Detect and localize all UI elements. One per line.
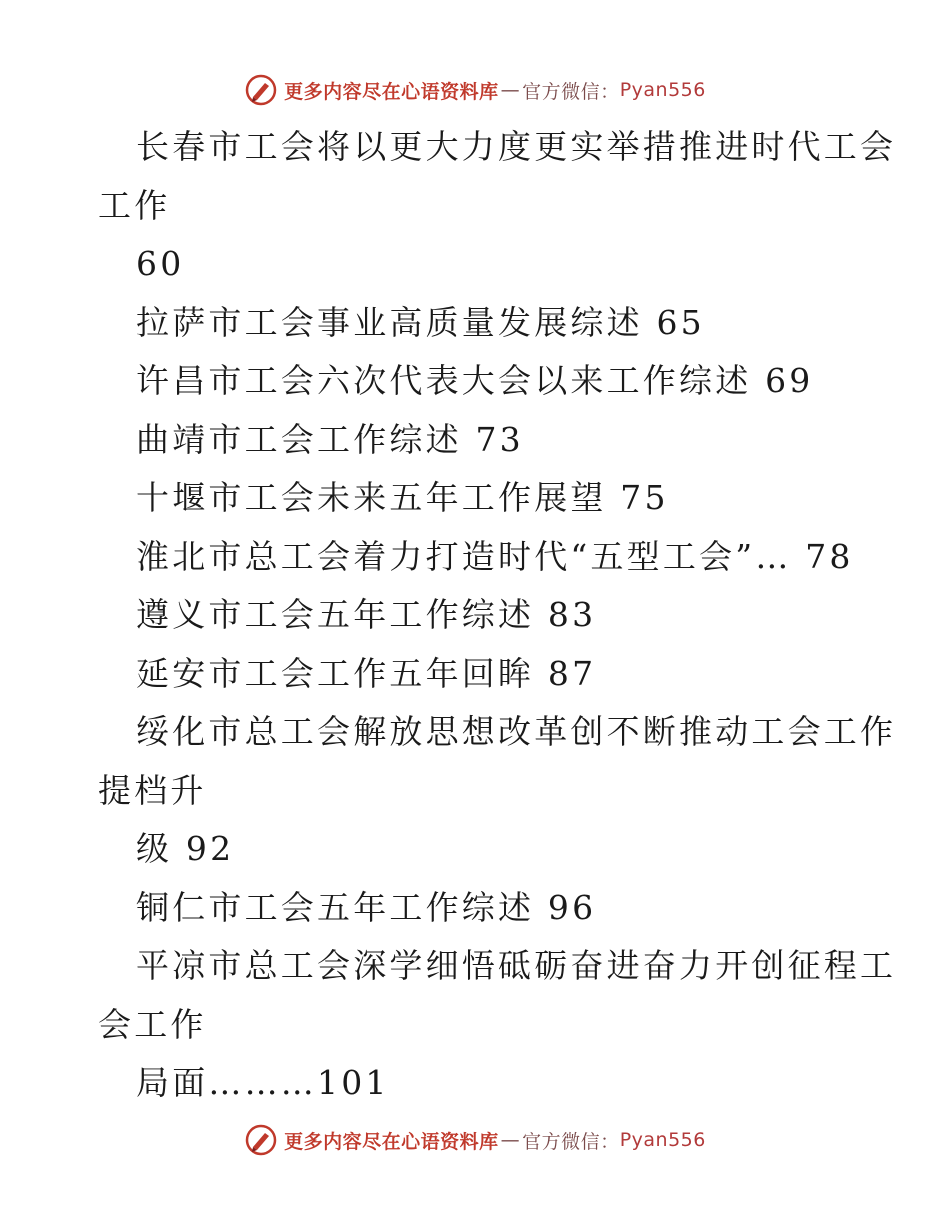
toc-line: 提档升 xyxy=(98,770,207,810)
toc-line: 长春市工会将以更大力度更实举措推进时代工会 xyxy=(136,127,897,166)
toc-line: 延安市工会工作五年回眸 87 xyxy=(136,653,597,693)
toc-line: 淮北市总工会着力打造时代“五型工会”… 78 xyxy=(136,536,854,576)
toc-line: 许昌市工会六次代表大会以来工作综述 69 xyxy=(136,361,814,400)
watermark-official-label: 官方微信： xyxy=(522,80,620,103)
toc-line: 十堰市工会未来五年工作展望 75 xyxy=(136,478,669,517)
header-watermark xyxy=(0,70,950,110)
toc-line: 60 xyxy=(136,244,185,283)
toc-line: 工作 xyxy=(98,185,171,225)
footer-watermark xyxy=(0,1120,950,1160)
toc-line: 平凉市总工会深学细悟砥砺奋进奋力开创征程工 xyxy=(136,946,897,985)
pen-logo-icon xyxy=(244,1123,278,1157)
toc-line: 会工作 xyxy=(98,1004,207,1044)
watermark-brand: 更多内容尽在心语资料库 xyxy=(284,1130,499,1153)
toc-line: 曲靖市工会工作综述 73 xyxy=(136,419,524,459)
watermark-separator: — xyxy=(500,1129,521,1151)
watermark-wechat-id: Pyan556 xyxy=(619,79,706,101)
pen-logo-icon xyxy=(244,73,278,107)
watermark-separator: — xyxy=(500,79,521,101)
toc-line: 拉萨市工会事业高质量发展综述 65 xyxy=(136,302,705,342)
toc-line: 铜仁市工会五年工作综述 96 xyxy=(136,887,597,927)
toc-line: 局面………101 xyxy=(136,1063,390,1102)
watermark-official-label: 官方微信： xyxy=(522,1130,620,1153)
toc-line: 绥化市总工会解放思想改革创不断推动工会工作 xyxy=(136,712,897,751)
toc-list xyxy=(98,118,897,1113)
toc-line: 遵义市工会五年工作综述 83 xyxy=(136,595,597,634)
toc-line: 级 92 xyxy=(136,829,235,868)
watermark-brand: 更多内容尽在心语资料库 xyxy=(284,80,499,103)
watermark-wechat-id: Pyan556 xyxy=(619,1129,706,1151)
